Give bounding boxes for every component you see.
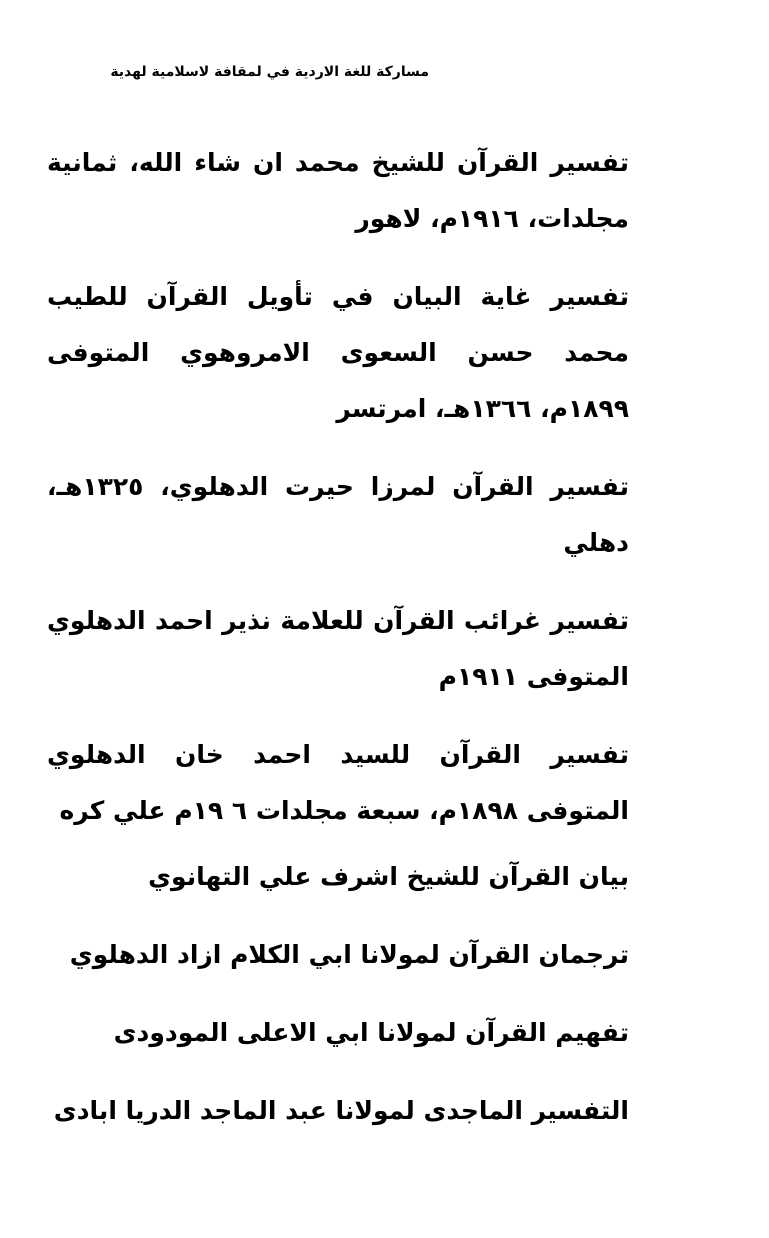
bibliography-entry: ترجمان القرآن لمولانا ابي الكلام ازاد الدهلوي — [69, 940, 629, 969]
entry-text: تفسير القرآن للسيد احمد خان الدهلوي المتوفى ١٨٩٨م، سبعة مجلدات ٦ ١٩م علي كره — [47, 740, 629, 825]
bibliography-entry: بيان القرآن للشيخ اشرف علي التهانوي — [148, 862, 629, 891]
bibliography-entry — [47, 727, 717, 839]
entry-text: تفسير غاية البيان في تأويل القرآن للطيب محمد حسن السعوى الامروهوي المتوفى ١٨٩٩م، ١٣٦٦هـ، امرتسر — [47, 282, 629, 423]
entry-text: تفسير غرائب القرآن للعلامة نذير احمد الدهلوي المتوفى ١٩١١م — [47, 606, 629, 691]
bibliography-entry: التفسير الماجدى لمولانا عبد الماجد الدريا ابادى — [53, 1096, 629, 1125]
entry-text: تفسير القرآن للشيخ محمد ان شاء الله، ثمانية مجلدات، ١٩١٦م، لاهور — [47, 148, 629, 233]
bibliography-entry — [47, 459, 717, 571]
bibliography-entry — [47, 593, 717, 705]
entry-text: تفسير القرآن لمرزا حيرت الدهلوي، ١٣٢٥هـ، دهلي — [47, 472, 629, 557]
bibliography-entry — [47, 135, 717, 247]
bibliography-entry — [47, 269, 717, 437]
bibliography-entry: تفهيم القرآن لمولانا ابي الاعلى المودودى — [113, 1018, 629, 1047]
bibliography-list — [47, 135, 717, 1161]
running-header: مساركة للغة الاردية في لمقافة لاسلامية لهدية — [110, 64, 429, 80]
